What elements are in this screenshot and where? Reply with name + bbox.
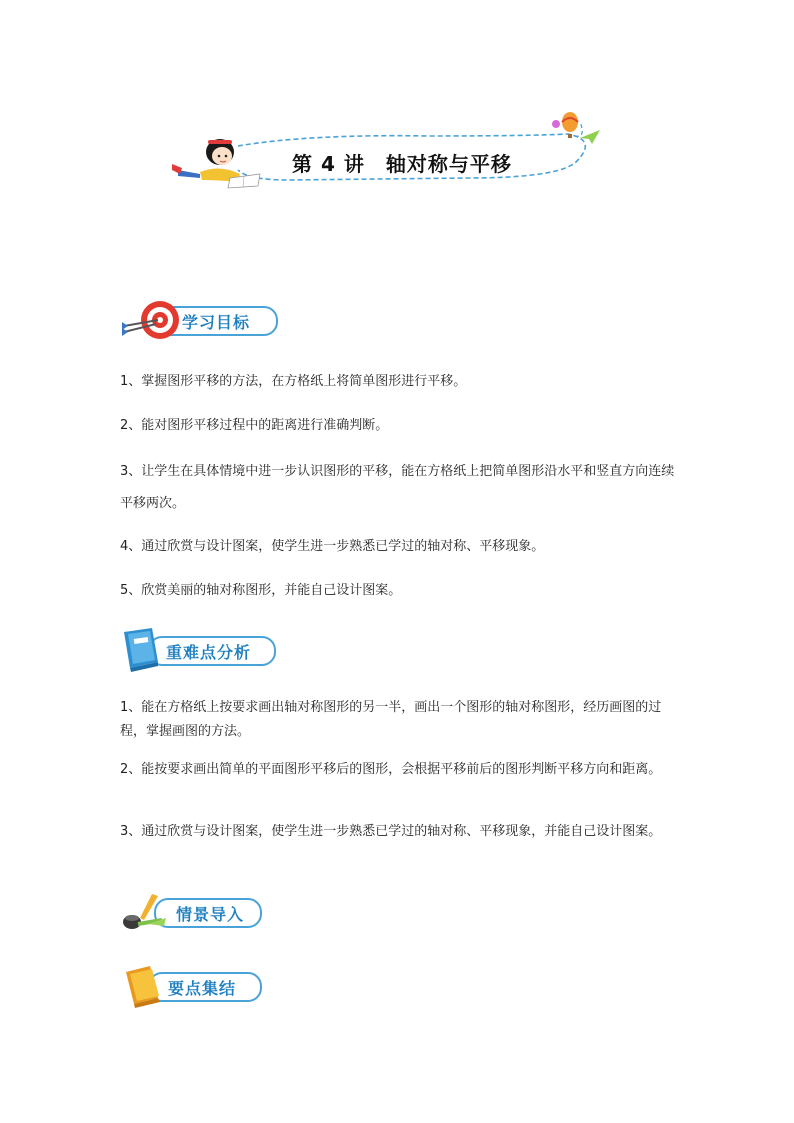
- analysis-item: 2、能按要求画出简单的平面图形平移后的图形，会根据平移前后的图形判断平移方向和距离。: [120, 762, 662, 777]
- book-icon: [118, 626, 164, 672]
- analysis-item: 3、通过欣赏与设计图案，使学生进一步熟悉已学过的轴对称、平移现象，并能自己设计图案。: [120, 824, 662, 839]
- section-header-analysis: [118, 626, 278, 670]
- goal-item: 1、掌握图形平移的方法，在方格纸上将简单图形进行平移。: [120, 374, 467, 389]
- goal-item: 5、欣赏美丽的轴对称图形，并能自己设计图案。: [120, 583, 402, 598]
- intro-label: 情景导入: [176, 905, 245, 924]
- goals-label: 学习目标: [182, 313, 251, 332]
- summary-label: 要点集结: [168, 979, 237, 998]
- section-header-goals: [118, 298, 280, 342]
- section-header-intro: [118, 890, 268, 934]
- goal-item: 3、让学生在具体情境中进一步认识图形的平移，能在方格纸上把简单图形沿水平和竖直方向连续平移两次。: [120, 464, 675, 511]
- goal-item: 4、通过欣赏与设计图案，使学生进一步熟悉已学过的轴对称、平移现象。: [120, 539, 545, 554]
- folder-icon: [120, 962, 166, 1008]
- section-header-summary: [118, 962, 268, 1006]
- goal-item: 2、能对图形平移过程中的距离进行准确判断。: [120, 418, 389, 433]
- girl-reading-icon: [170, 134, 262, 192]
- analysis-label: 重难点分析: [166, 643, 252, 662]
- pen-ink-icon: [118, 890, 170, 934]
- paper-plane-icon: [578, 128, 602, 146]
- page-title: 第 4 讲 轴对称与平移: [292, 152, 512, 176]
- target-arrows-icon: [120, 298, 180, 342]
- analysis-item: 1、能在方格纸上按要求画出轴对称图形的另一半，画出一个图形的轴对称图形，经历画图的过程，掌握画图的方法。: [120, 700, 662, 739]
